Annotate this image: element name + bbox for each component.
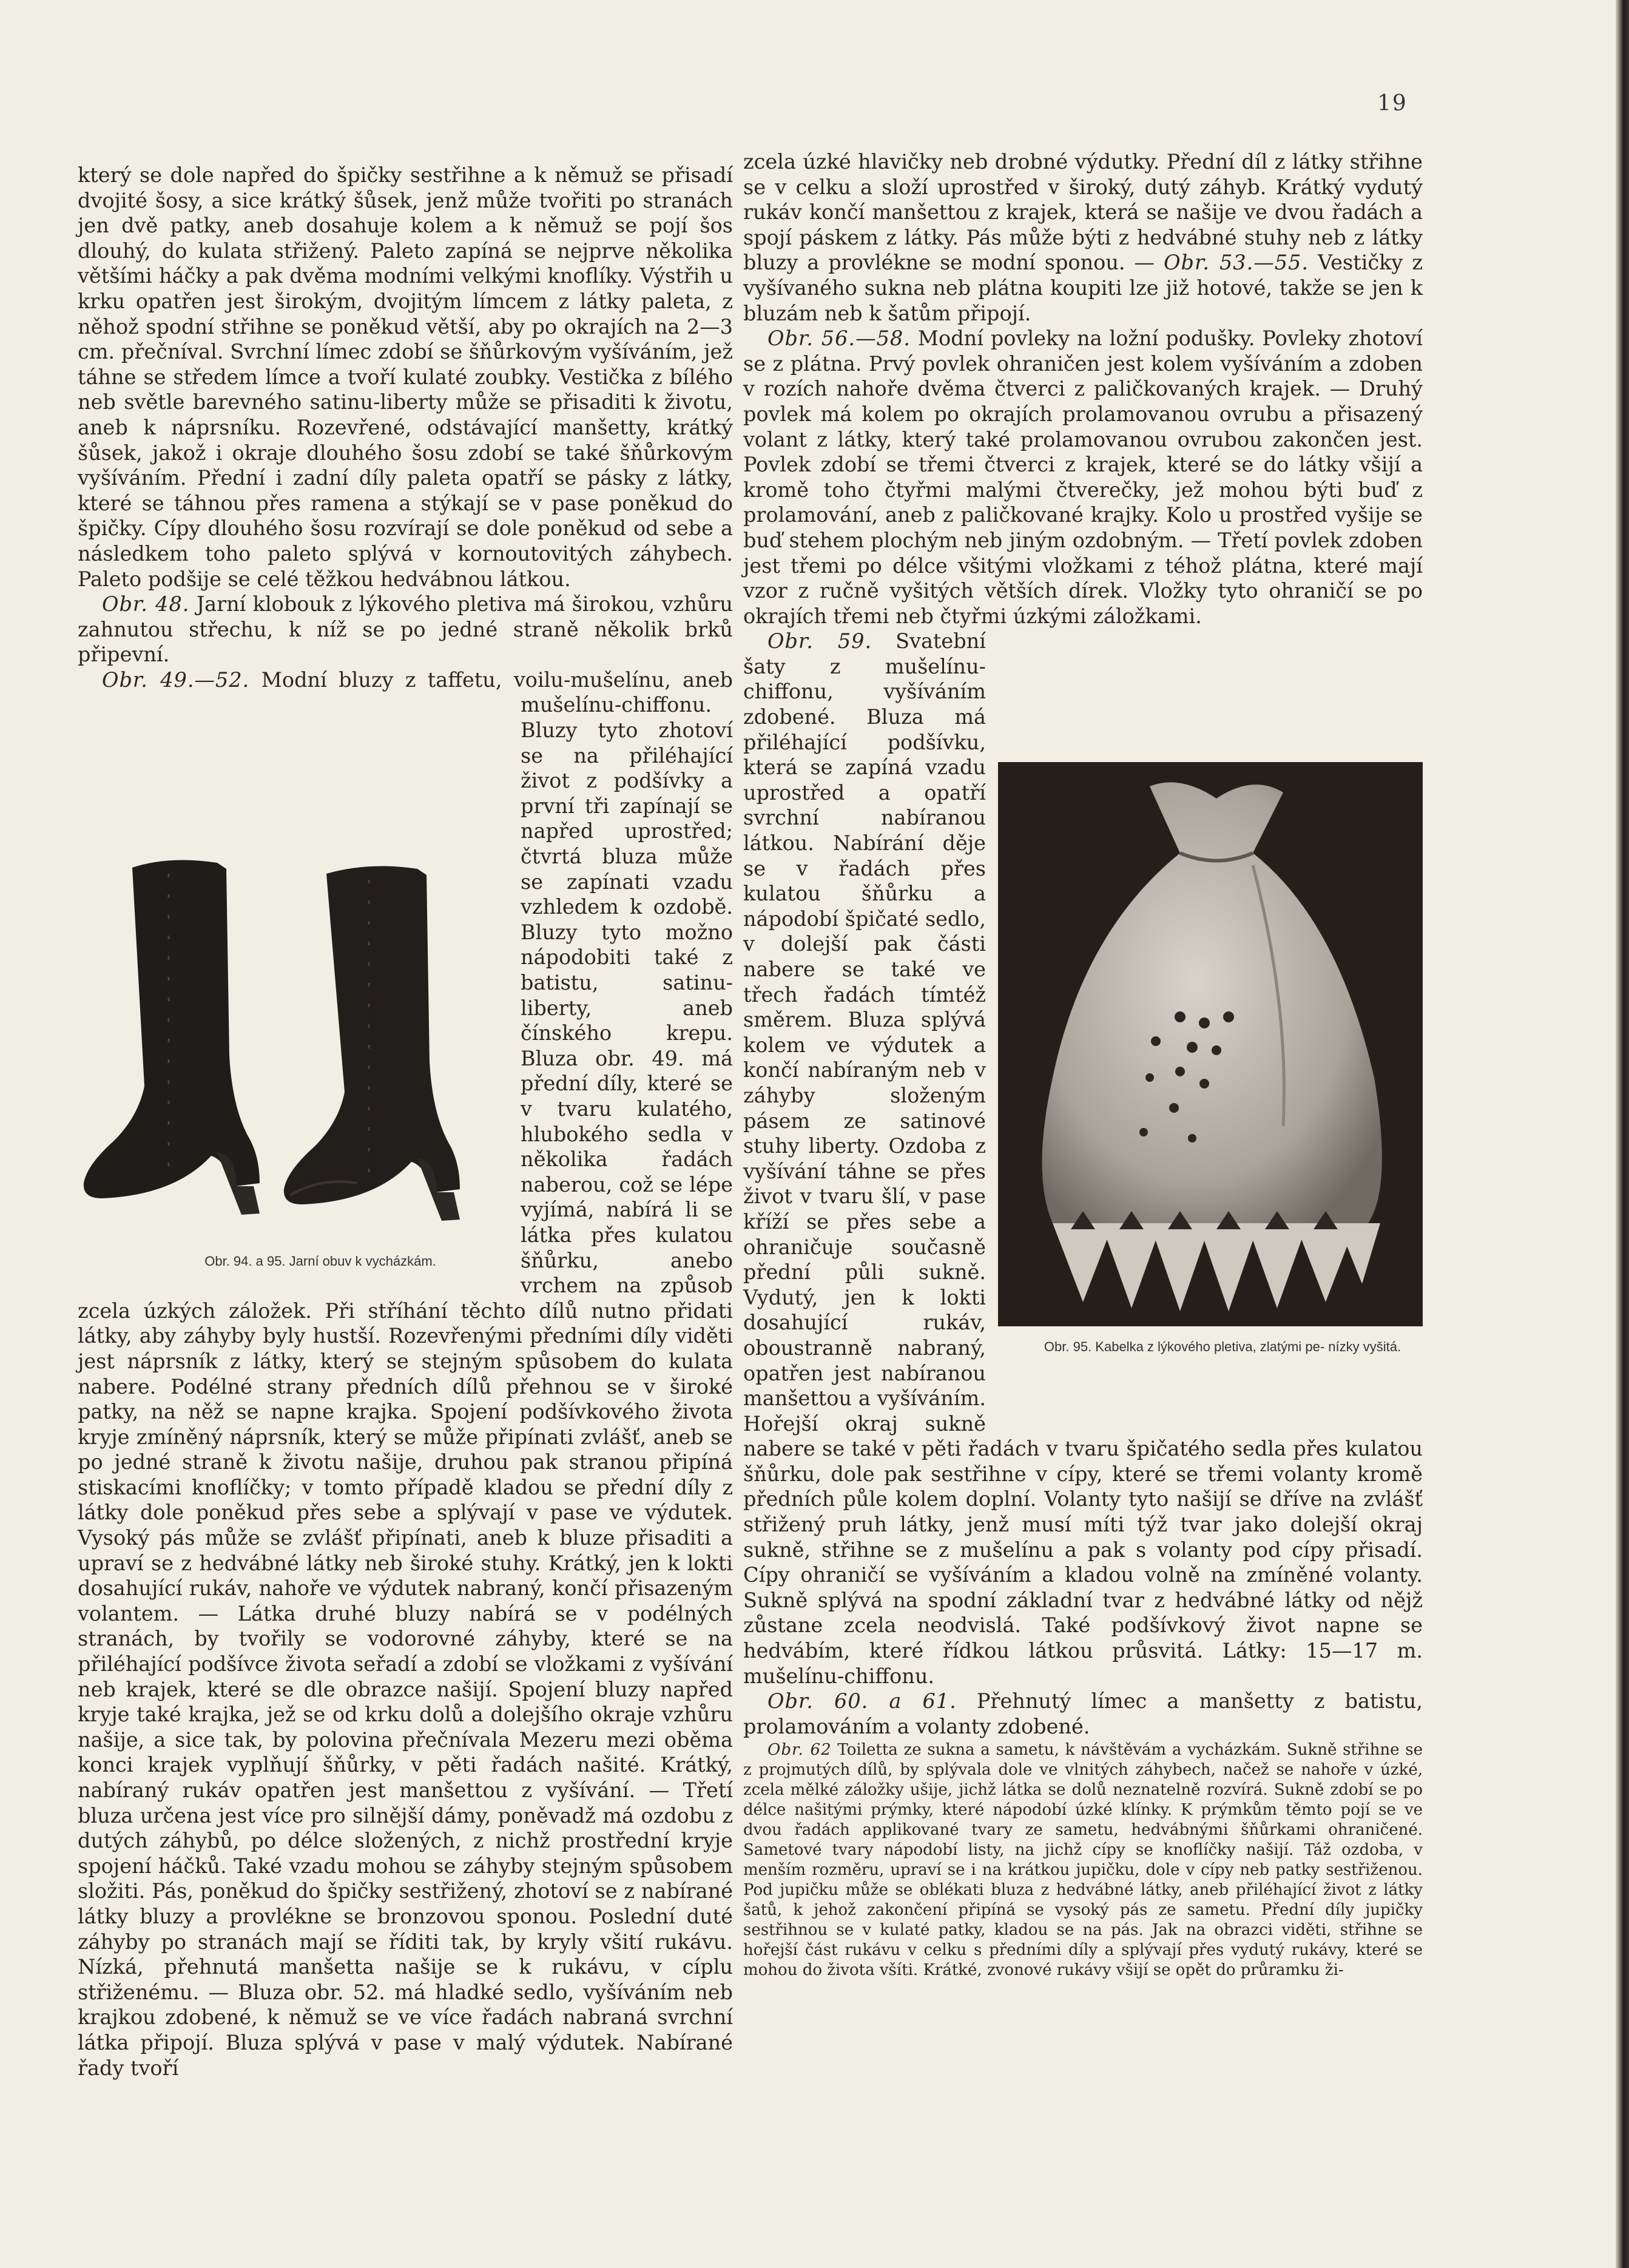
figure-ref: Obr. 60. a 61. xyxy=(767,1689,957,1713)
bag-photo xyxy=(998,762,1423,1326)
paragraph-obr-56-58 xyxy=(743,326,1423,629)
paragraph-obr-62 xyxy=(743,1740,1423,1980)
shoes-caption: Obr. 94. a 95. Jarní obuv k vycházkám. xyxy=(204,1253,436,1269)
page-edge xyxy=(1616,0,1629,2268)
figure-ref: Obr. 49.—52. xyxy=(102,667,250,692)
page-number: 19 xyxy=(1377,91,1408,116)
paragraph-text: Svatební šaty z mušelínu-chiffonu, vyšíváním zdobené. Bluza má přiléhající podšívku, která se zapíná vzadu uprostřed a opatří svrchní nabíranou látkou. Nabírání děje se v řadách přes kulatou šňůrku a nápodobí špičaté sedlo, v dolejší pak části nabere se také ve třech řadách tímtéž směrem. Bluza splývá kolem ve výdutek a končí nabíraným neb v záhyby složeným pásem ze satinové stuhy liberty. Ozdoba z vyšívání táhne se přes život v tvaru šlí, v pase kříží se přes sebe a ohraničuje současně přední půli sukně. Vydutý, jen k lokti dosahující rukáv, oboustranně nabraný, opatřen jest nabíranou manšettou a vyšíváním. Hořejší okraj sukně nabere se také v pěti řadách v tvaru špičatého sedla přes kulatou šňůrku, dole pak sestřihne v cípy, které se třemi volanty kromě předních půle kolem doplní. Volanty tyto našijí se dříve na zvlášť střižený pruh látky, jenž musí míti týž tvar jako dolejší okraj sukně, střihne se z mušelínu a pak s volanty pod cípy přisadí. Cípy ohraničí se vyšíváním a kladou volně na zmíněné volanty. Sukně splývá na spodní základní tvar z hedvábné látky od nějž zůstane zcela neodvislá. Také podšívkový život napne se hedvábím, které řídkou látkou průsvitá. Látky: 15—17 m. mušelínu-chiffonu. xyxy=(743,629,1423,1688)
paragraph-obr-59 xyxy=(743,629,1423,1689)
paragraph-text: Modní povleky na ložní podušky. Povleky zhotoví se z plátna. Prvý povlek ohraničen jest kolem vyšíváním a zdoben v rozích nahoře dvěma čtverci z paličkovaných krajek. — Druhý povlek má kolem po okrajích prolamovanou ovrubu a přisazený volant z látky, který také prolamovanou ovrubou zakončen jest. Povlek zdobí se třemi čtverci z krajek, které se do látky všijí a kromě toho čtyřmi malými čtverečky, jež mohou býti buď z prolamování, aneb z paličkované krajky. Kolo u prostřed vyšije se buď stehem plochým neb jiným ozdobným. — Třetí povlek zdoben jest třemi po délce všitými vložkami z téhož plátna, které mají vzor z ručně vyšitých větších dírek. Vložky tyto ohraničí se po okrajích třemi neb čtyřmi úzkými záložkami. xyxy=(743,326,1423,628)
figure-ref: Obr. 62 xyxy=(767,1741,832,1760)
figure-ref: Obr. 59. xyxy=(767,629,872,653)
bag-caption: Obr. 95. Kabelka z lýkového pletiva, zlatými pe- nízky vyšitá. xyxy=(1044,1339,1401,1355)
paragraph-text: Přehnutý límec a manšetty z batistu, prolamováním a volanty zdobené. xyxy=(743,1689,1423,1738)
figure-ref: Obr. 53.—55. xyxy=(1164,251,1309,275)
paragraph-bluza-cont xyxy=(743,149,1423,326)
paragraph-paleto: který se dole napřed do špičky sestřihne a k němuž se přisadí dvojité šosy, a sice krátký šůsek, jenž může tvořiti po stranách jen dvě patky, aneb dosahuje kolem a k němuž se pojí šos dlouhý, do kulata střižený. Paleto zapíná se nejprve několika většími háčky a pak dvěma modními velkými knoflíky. Výstřih u krku opatřen jest širokým, dvojitým límcem z látky paleta, z něhož spodní střihne se poněkud větší, aby po okrajích na 2—3 cm. přečníval. Svrchní límec zdobí se šňůrkovým vyšíváním, jež táhne se středem límce a tvoří kulaté zoubky. Vestička z bílého neb světle barevného satinu-liberty může se přisaditi k životu, aneb k náprsníku. Rozevřené, odstávající manšetty, krátký šůsek, jakož i okraje dlouhého šosu zdobí se také šňůrkovým vyšíváním. Přední i zadní díly paleta opatří se pásky z látky, které se táhnou přes ramena a stýkají se v pase poněkud do špičky. Cípy dlouhého šosu rozvírají se dole poněkud od sebe a následkem toho paleto splývá v kornoutovitých záhybech. Paleto podšije se celé těžkou hedvábnou látkou. xyxy=(78,163,733,591)
paragraph-text: zcela úzké hlavičky neb drobné výdutky. Přední díl z látky střihne se v celku a složí uprostřed v široký, dutý záhyb. Krátký vydutý rukáv končí manšettou z krajek, která se našije ve dvou řadách a spojí páskem z látky. Pás může býti z hedvábné stuhy neb z látky bluzy a provlékne se modní sponou. — xyxy=(743,150,1423,275)
figure-bag xyxy=(998,762,1423,1411)
figure-ref: Obr. 48. xyxy=(102,592,190,616)
paragraph-text: Vestičky z vyšívaného sukna neb plátna koupiti lze již hotové, takže se jen k bluzám neb k šatům připojí. xyxy=(743,251,1423,325)
paragraph-obr-48 xyxy=(78,592,733,667)
right-column xyxy=(743,149,1423,2152)
paragraph-text: Modní bluzy z taffetu, voilu-mušelínu, aneb mušelínu-chiffonu. Bluzy tyto zhotoví se na přiléhající život z podšívky a první tři zapínají se napřed uprostřed; čtvrtá bluza může se zapínati vzadu vzhledem k ozdobě. Bluzy tyto možno nápodobiti také z batistu, satinu-liberty, aneb čínského krepu. Bluza obr. 49. má přední díly, které se v tvaru kulatého, hlubokého sedla v několika řadách naberou, což se lépe vyjímá, nabírá li se látka přes kulatou šňůrku, anebo vrchem na způsob zcela úzkých záložek. Při stříhání těchto dílů nutno přidati látky, aby záhyby byly hustší. Rozevřenými předními díly viděti jest náprsník z látky, který se stejným spůsobem do kulata nabere. Podélné strany předních dílů přehnou se v široké patky, na něž se napne krajka. Spojení podšívkového života kryje zmíněný náprsník, který se může připínati zvlášť, aneb se po jedné straně k životu našije, druhou pak stranou připíná stiskacími knoflíčky; v tomto případě kladou se přední díly z látky dole poněkud přes sebe a splývají v pase ve výdutek. Vysoký pás může se zvlášť připínati, aneb k bluze přisaditi a upraví se z hedvábné látky neb široké stuhy. Krátký, jen k lokti dosahující rukáv, nahoře ve výdutek nabraný, končí přisazeným volantem. — Látka druhé bluzy nabírá se v podélných stranách, by tvořily se vodorovné záhyby, které se na přiléhající podšívce života seřadí a zdobí se vložkami z vyšívání neb krajek, které se dle obrazce našijí. Spojení bluzy napřed kryje také krajka, jež se od krku dolů a dolejšího okraje vzhůru našije, a sice tak, by polovina přečnívala Mezeru mezi oběma konci krajek vyplňují šňůrky, v pěti řadách našité. Krátký, nabíraný rukáv opatřen jest manšettou z vyšívání. — Třetí bluza určena jest více pro silnější dámy, poněvadž má ozdobu z dutých záhybů, po délce složených, z nichž prostřední kryje spojení háčků. Také vzadu mohou se záhyby stejným spůsobem složiti. Pás, poněkud do špičky sestřižený, zhotoví se z nabírané látky bluzy a provlékne se bronzovou sponou. Poslední duté záhyby po stranách mají se říditi tak, by kryly všití rukávu. Nízká, přehnutá manšetta našije se k rukávu, v cíplu střiženému. — Bluza obr. 52. má hladké sedlo, vyšíváním neb krajkou zdobené, k němuž se ve více řadách nabraná svrchní látka připojí. Bluza splývá v pase v malý výdutek. Nabírané řady tvoří xyxy=(78,667,734,2080)
figure-ref: Obr. 56.—58. xyxy=(767,326,911,351)
paragraph-text: Toiletta ze sukna a sametu, k návštěvám a vycházkám. Sukně střihne se z projmutých dílů, by splývala dole ve vlnitých záhybech, načež se nahoře v úzké, zcela mělké záložky ušije, jichž látka se dolů neznatelně rozvírá. Sukně zdobí se po délce našitými prýmky, které nápodobí úzké klínky. K prýmkům těmto pojí se ve dvou řadách applikované tvary ze sametu, hedvábnými šňůrkami ohraničené. Sametové tvary nápodobí listy, na jichž cípy se knoflíčky našijí. Táž ozdoba, v menším rozměru, upraví se i na krátkou jupičku, dole v cípy neb patky sestřiženou. Pod jupičku může se oblékati bluza z hedvábné látky, aneb přiléhající život z látky šatů, k jehož zakončení připíná se vysoký pás ze sametu. Přední díly jupičky sestřihnou se v kulaté patky, kladou se na pás. Jak na obrazci viděti, střihne se hořejší část rukávu v celku s předními díly a splývají přes vydutý rukávy, které se mohou do života všíti. Krátké, zvonové rukávy všijí se opět do průramku ži- xyxy=(743,1741,1423,1980)
left-column xyxy=(78,163,733,2165)
paragraph-obr-49-52 xyxy=(78,667,733,2081)
shoes-illustration xyxy=(78,856,502,1226)
paragraph-text: Jarní klobouk z lýkového pletiva má širokou, vzhůru zahnutou střechu, k níž se po jedné straně několik brků připevní. xyxy=(78,592,733,667)
figure-shoes xyxy=(78,856,508,1274)
paragraph-obr-60-61 xyxy=(743,1689,1423,1739)
